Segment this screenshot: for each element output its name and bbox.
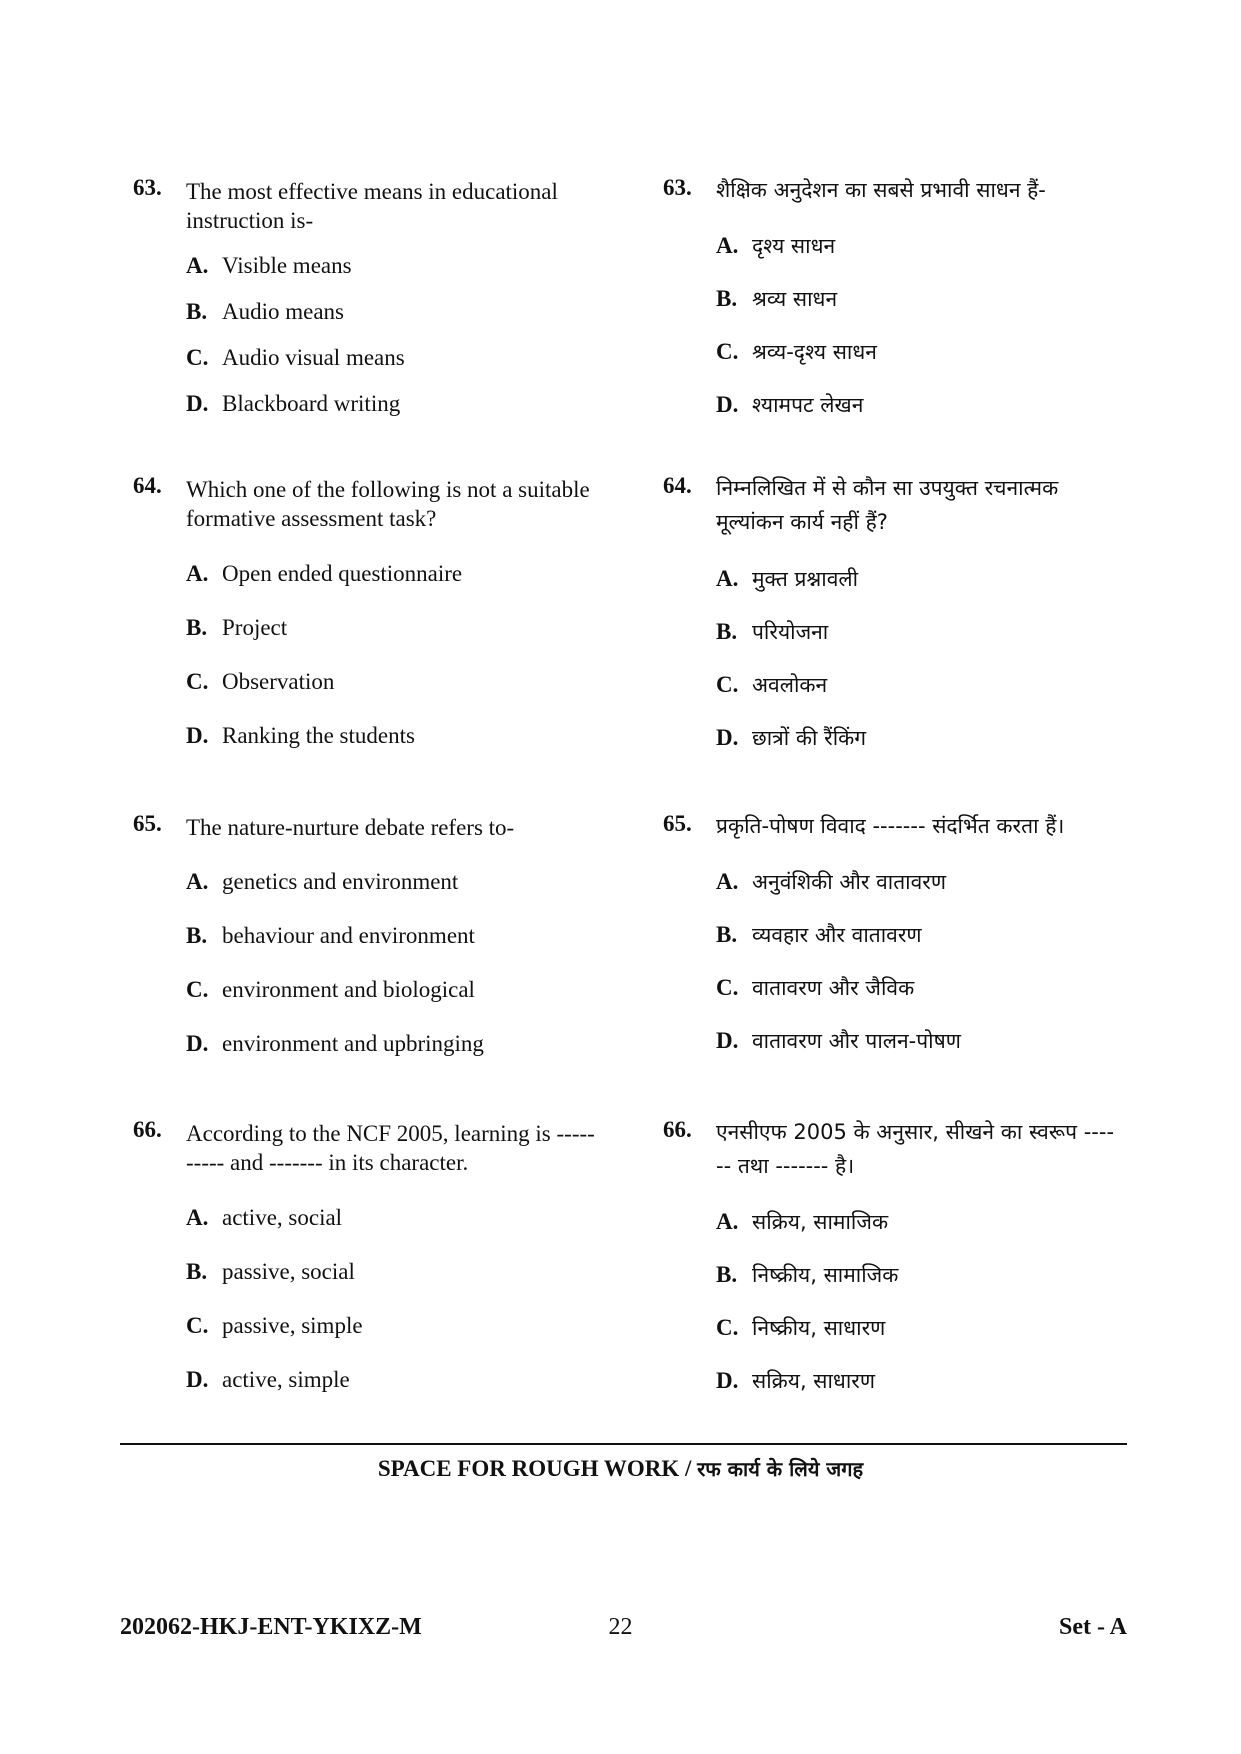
option-d: D. सक्रिय, साधारण [716, 1368, 876, 1393]
rough-work-divider [120, 1443, 1127, 1445]
option-c: C. environment and biological [186, 977, 475, 1002]
option-c: C. passive, simple [186, 1313, 363, 1338]
question-text: एनसीएफ 2005 के अनुसार, सीखने का स्वरूप ------ तथा ------- है। [716, 1120, 1115, 1178]
option-b: B. परियोजना [716, 619, 829, 644]
option-d: D. छात्रों की रैंकिंग [716, 725, 867, 750]
option-c: C. श्रव्य-दृश्य साधन [716, 339, 877, 364]
option-b: B. Audio means [186, 299, 345, 324]
rough-work-english: SPACE FOR ROUGH WORK / [377, 1456, 692, 1481]
option-b: B. श्रव्य साधन [716, 286, 838, 311]
option-d: D. वातावरण और पालन-पोषण [716, 1028, 961, 1053]
option-b: B. व्यवहार और वातावरण [716, 922, 922, 947]
rough-work-hindi: रफ कार्य के लिये जगह [697, 1457, 864, 1481]
question-number: 63. [663, 175, 692, 200]
set-label: Set - A [1059, 1614, 1127, 1640]
option-a: A. genetics and environment [186, 869, 459, 894]
rough-work-heading [0, 1455, 1241, 1482]
option-a: A. active, social [186, 1205, 343, 1230]
question-number: 66. [133, 1117, 162, 1142]
option-c: C. Observation [186, 669, 335, 694]
question-text: The nature-nurture debate refers to- [186, 815, 515, 840]
question-number: 66. [663, 1117, 692, 1142]
option-a: A. अनुवंशिकी और वातावरण [716, 869, 947, 894]
paper-code: 202062-HKJ-ENT-YKIXZ-M [120, 1614, 422, 1640]
page-number: 22 [608, 1614, 633, 1640]
option-a: A. Visible means [186, 253, 352, 278]
question-number: 65. [663, 811, 692, 836]
option-b: B. Project [186, 615, 288, 640]
question-text: The most effective means in educational instruction is- [186, 179, 558, 233]
option-b: B. passive, social [186, 1259, 355, 1284]
question-number: 63. [133, 175, 162, 200]
option-a: A. सक्रिय, सामाजिक [716, 1209, 889, 1234]
question-text: According to the NCF 2005, learning is ---------- and ------- in its character. [186, 1121, 595, 1175]
question-text: प्रकृति-पोषण विवाद ------- संदर्भित करता हैं। [716, 814, 1065, 838]
question-text: निम्नलिखित में से कौन सा उपयुक्त रचनात्मक मूल्यांकन कार्य नहीं हैं? [716, 476, 1059, 534]
question-text: शैक्षिक अनुदेशन का सबसे प्रभावी साधन हैं- [716, 178, 1046, 202]
option-d: D. Ranking the students [186, 723, 415, 748]
option-d: D. Blackboard writing [186, 391, 401, 416]
option-d: D. environment and upbringing [186, 1031, 484, 1056]
option-c: C. वातावरण और जैविक [716, 975, 915, 1000]
option-a: A. मुक्त प्रश्नावली [716, 566, 859, 591]
option-c: C. Audio visual means [186, 345, 405, 370]
option-b: B. निष्क्रीय, सामाजिक [716, 1262, 899, 1287]
option-c: C. अवलोकन [716, 672, 828, 697]
question-text: Which one of the following is not a suitable formative assessment task? [186, 477, 590, 531]
option-a: A. दृश्य साधन [716, 233, 836, 258]
option-b: B. behaviour and environment [186, 923, 475, 948]
option-d: D. श्यामपट लेखन [716, 392, 864, 417]
option-d: D. active, simple [186, 1367, 350, 1392]
question-number: 65. [133, 811, 162, 836]
question-number: 64. [133, 473, 162, 498]
question-number: 64. [663, 473, 692, 498]
option-c: C. निष्क्रीय, साधारण [716, 1315, 886, 1340]
option-a: A. Open ended questionnaire [186, 561, 463, 586]
